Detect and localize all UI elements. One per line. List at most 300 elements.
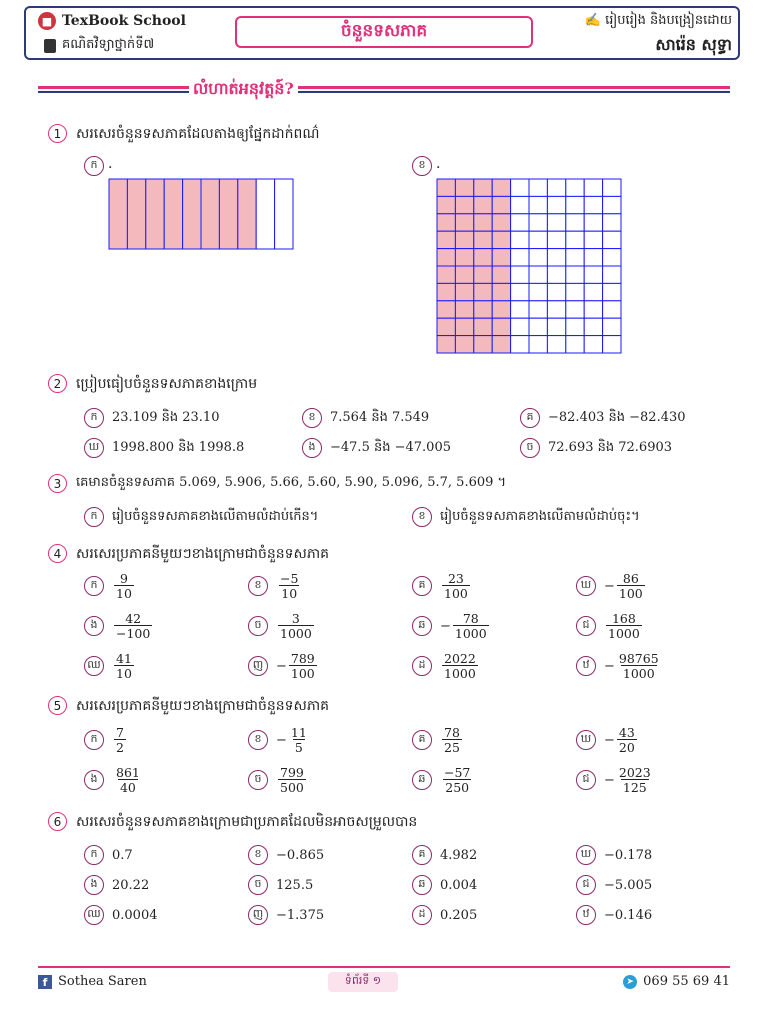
option-label: ខ [412, 507, 432, 527]
grid-cell [455, 318, 473, 335]
fraction [604, 726, 637, 754]
phone-number: 069 55 69 41 [643, 974, 730, 989]
answer-blank: . [108, 156, 113, 172]
book-icon: ■ [38, 12, 56, 30]
grid-cell [529, 214, 547, 231]
fraction [604, 766, 653, 794]
grid-cell [474, 214, 492, 231]
grid-cell [529, 283, 547, 300]
fraction-item [248, 726, 309, 754]
page-title: ចំនួនទសភាគ [235, 16, 533, 48]
option-label: គ [412, 576, 432, 596]
grid-cell [603, 266, 621, 283]
item-text: 4.982 [440, 847, 478, 863]
grid-cell [492, 336, 510, 353]
question-text: សរសេរចំនួនទសភាគខាងក្រោមជាប្រភាគដែលមិនអាចសម្រួលបាន [76, 814, 418, 830]
grid-cell [492, 249, 510, 266]
fraction-item [248, 652, 317, 680]
grid-cell [529, 196, 547, 213]
grid-cell [492, 318, 510, 335]
grid-cell [437, 336, 455, 353]
list-item [412, 875, 477, 895]
grid-cell [511, 214, 529, 231]
grid-cell [511, 266, 529, 283]
facebook-link[interactable] [38, 974, 147, 989]
fraction-body [114, 766, 142, 794]
fraction-sign: − [440, 618, 451, 634]
option-label: ង [302, 438, 322, 458]
grid-cell [455, 266, 473, 283]
grid-cell [547, 318, 565, 335]
grid-cell [603, 336, 621, 353]
fraction-sign: − [276, 658, 287, 674]
numerator: 42 [125, 611, 142, 626]
item-text: −1.375 [276, 907, 325, 923]
grid-cell [455, 196, 473, 213]
option-label: ដ [412, 656, 432, 676]
grid-cell [437, 283, 455, 300]
numerator: −5 [280, 571, 299, 586]
option-label: ក [84, 730, 104, 750]
grid-cell [511, 336, 529, 353]
option-label: ឋ [576, 656, 596, 676]
option-label: ក [84, 845, 104, 865]
item-text: រៀបចំនួនទសភាគខាងលើតាមលំដាប់ចុះ។ [440, 508, 640, 524]
denominator: 1000 [280, 626, 312, 642]
section-divider-navy [38, 91, 730, 93]
option-label: ឆ [412, 616, 432, 636]
fraction-item [412, 726, 462, 754]
fraction-item [84, 572, 134, 600]
grid-cell [511, 301, 529, 318]
list-item [520, 408, 686, 428]
grid-cell [455, 231, 473, 248]
option-label: ខ [412, 156, 432, 176]
list-item [302, 408, 429, 428]
fraction-item [84, 726, 126, 754]
denominator: 1000 [454, 626, 487, 642]
grid-cell [146, 179, 164, 249]
option-label: ឈ [84, 656, 104, 676]
fraction-body [617, 766, 653, 794]
question-number: 6 [48, 812, 67, 831]
option-label: ឈ [84, 905, 104, 925]
list-item [302, 438, 451, 458]
fraction-body [453, 612, 489, 640]
denominator: 250 [445, 780, 470, 796]
list-item [84, 507, 318, 527]
grid-cell [455, 179, 473, 196]
item-text: 23.109 និង 23.10 [112, 409, 220, 425]
grid-cell [547, 283, 565, 300]
denominator: 10 [116, 666, 132, 682]
question-text: ប្រៀបធៀបចំនួនទសភាគខាងក្រោម [76, 376, 258, 392]
numerator: 168 [611, 611, 636, 626]
list-item [248, 905, 324, 925]
grid-cell [566, 266, 584, 283]
grid-cell [474, 301, 492, 318]
numerator: 78 [462, 611, 479, 626]
option-label: ក [84, 576, 104, 596]
fraction-item [84, 652, 134, 680]
fraction [112, 612, 152, 640]
grid-cell [547, 266, 565, 283]
list-item [576, 875, 652, 895]
grid-cell [511, 196, 529, 213]
grid-cell [492, 231, 510, 248]
list-item [84, 905, 158, 925]
fraction [440, 652, 478, 680]
list-item [576, 905, 652, 925]
grid-cell [256, 179, 274, 249]
question-text: គេមានចំនួនទសភាគ 5.069, 5.906, 5.66, 5.60, 5.90, 5.096, 5.7, 5.609 ។ [76, 475, 507, 490]
fraction-body [114, 652, 134, 680]
grid-cell [584, 231, 602, 248]
grid-cell [511, 318, 529, 335]
question-text: សរសេរប្រភាគនីមួយៗខាងក្រោមជាចំនួនទសភាគ [76, 546, 330, 562]
grid-cell [547, 301, 565, 318]
list-item [412, 845, 477, 865]
numerator: 799 [280, 765, 304, 780]
grid-cell [547, 231, 565, 248]
grid-cell [511, 283, 529, 300]
subject-label: គណិតវិទ្យាថ្នាក់ទី៧ [62, 37, 155, 52]
grid-cell [219, 179, 237, 249]
numerator: 3 [291, 611, 300, 626]
school-brand [38, 12, 186, 30]
fraction-item [576, 766, 653, 794]
list-item [412, 507, 640, 527]
grid-cell [437, 214, 455, 231]
item-text: រៀបចំនួនទសភាគខាងលើតាមលំដាប់កើន។ [112, 508, 319, 524]
option-label: គ [412, 730, 432, 750]
option-label: ឆ [412, 770, 432, 790]
item-text: −47.5 និង −47.005 [330, 439, 451, 455]
list-item [248, 845, 324, 865]
denominator: 125 [622, 780, 647, 796]
denominator: 500 [280, 780, 304, 796]
option-label: ង [84, 875, 104, 895]
item-text: 72.693 និង 72.6903 [548, 439, 673, 455]
grid-cell [547, 249, 565, 266]
grid-cell [603, 283, 621, 300]
item-text: −82.403 និង −82.430 [548, 409, 686, 425]
fraction-body [606, 612, 642, 640]
grid-cell [437, 196, 455, 213]
author-name: សារ៉េន សុទ្ធា [655, 35, 732, 54]
numerator: 78 [444, 725, 460, 740]
grid-cell [455, 214, 473, 231]
option-label: ច [248, 616, 268, 636]
grid-cell [275, 179, 293, 249]
phone-contact[interactable] [623, 974, 730, 989]
fraction [440, 612, 489, 640]
question-number: 4 [48, 544, 67, 563]
fraction-item [84, 766, 142, 794]
fraction [276, 572, 300, 600]
denominator: 1000 [622, 666, 655, 682]
option-label: ឃ [576, 730, 596, 750]
grid-cell [584, 318, 602, 335]
fraction-body [442, 572, 470, 600]
grid-cell [238, 179, 256, 249]
item-text: −0.146 [604, 907, 653, 923]
denominator: 1000 [608, 626, 640, 642]
fraction-sign: − [276, 732, 287, 748]
grid-cell [164, 179, 182, 249]
fraction-item [84, 612, 152, 640]
fraction-body [114, 572, 134, 600]
fraction-body [442, 652, 478, 680]
grid-cell [566, 196, 584, 213]
grid-cell [492, 283, 510, 300]
fraction-sign: − [604, 732, 615, 748]
question-number: 3 [48, 474, 67, 493]
fraction-body [289, 652, 317, 680]
numerator: 7 [116, 725, 124, 740]
grid-cell [584, 214, 602, 231]
fraction-item [412, 572, 470, 600]
option-label: ឃ [84, 438, 104, 458]
fraction [112, 572, 134, 600]
option-label: ខ [248, 845, 268, 865]
grid-cell [566, 249, 584, 266]
denominator: 10 [281, 586, 298, 602]
grid-cell [584, 336, 602, 353]
grid-cell [603, 318, 621, 335]
option-label: ក [84, 408, 104, 428]
fraction-item [412, 612, 489, 640]
numerator: 789 [290, 651, 315, 666]
item-text: 1998.800 និង 1998.8 [112, 439, 245, 455]
fraction-item [248, 612, 314, 640]
fraction [276, 726, 309, 754]
grid-cell [474, 196, 492, 213]
strip-grid [108, 178, 294, 250]
grid-cell [547, 214, 565, 231]
grid-cell [455, 301, 473, 318]
question-text: សរសេរប្រភាគនីមួយៗខាងក្រោមជាចំនួនទសភាគ [76, 698, 330, 714]
fraction-item [412, 766, 472, 794]
grid-cell [529, 336, 547, 353]
fraction [112, 726, 126, 754]
fraction-body [278, 572, 300, 600]
grid-cell [511, 231, 529, 248]
grid-cell [566, 318, 584, 335]
grid-cell [584, 283, 602, 300]
grid-cell [529, 179, 547, 196]
fraction-body [442, 766, 472, 794]
grid-cell [511, 249, 529, 266]
grid-cell [566, 179, 584, 196]
denominator: 5 [294, 740, 303, 756]
grid-cell [127, 179, 145, 249]
grid-cell [437, 301, 455, 318]
option-label: ឆ [412, 875, 432, 895]
numerator: 98765 [618, 651, 659, 666]
grid-cell [529, 249, 547, 266]
grid-cell [547, 196, 565, 213]
fraction-item [576, 612, 642, 640]
fraction [276, 766, 306, 794]
grid-cell [474, 266, 492, 283]
option-label: ង [84, 770, 104, 790]
fraction [604, 612, 642, 640]
grid-cell [584, 179, 602, 196]
grid-cell [492, 196, 510, 213]
denominator: 10 [116, 586, 132, 602]
denominator: 40 [119, 780, 136, 796]
fraction [276, 612, 314, 640]
grid-cell [566, 214, 584, 231]
numerator: 41 [116, 651, 132, 666]
fraction-sign: − [604, 772, 615, 788]
grid-cell [603, 231, 621, 248]
fraction [440, 726, 462, 754]
fraction-body [617, 572, 645, 600]
grid-cell [547, 336, 565, 353]
list-item [248, 875, 313, 895]
grid-cell [529, 318, 547, 335]
footer-divider [38, 966, 730, 968]
list-item [84, 875, 149, 895]
fraction-body [114, 726, 126, 754]
option-label: ញ [248, 905, 268, 925]
grid-cell [455, 336, 473, 353]
grid-cell [566, 336, 584, 353]
option-label: ក [84, 156, 104, 176]
item-text: −5.005 [604, 877, 653, 893]
grid-cell [547, 179, 565, 196]
grid-cell [511, 179, 529, 196]
grid-cell [474, 179, 492, 196]
square-grid [436, 178, 622, 354]
list-item [576, 845, 652, 865]
answer-blank: . [436, 156, 441, 172]
notebook-icon [44, 39, 56, 53]
grid-cell [455, 249, 473, 266]
grid-cell [529, 231, 547, 248]
author-label: ✍ រៀបរៀង និងបង្រៀនដោយ [584, 13, 732, 28]
numerator: 23 [447, 571, 464, 586]
item-text: 7.564 និង 7.549 [330, 409, 430, 425]
subject-row [44, 36, 154, 55]
numerator: 43 [618, 725, 635, 740]
grid-cell [474, 231, 492, 248]
fraction-sign: − [604, 578, 615, 594]
denominator: 1000 [444, 666, 476, 682]
question-number: 1 [48, 124, 67, 143]
grid-cell [109, 179, 127, 249]
telegram-icon: ➤ [623, 975, 637, 989]
question-number: 5 [48, 696, 67, 715]
option-label: ឃ [576, 576, 596, 596]
fraction [440, 572, 470, 600]
grid-cell [584, 301, 602, 318]
grid-cell [603, 249, 621, 266]
grid-cell [474, 283, 492, 300]
fraction-item [248, 572, 300, 600]
grid-cell [455, 283, 473, 300]
list-item [84, 408, 219, 428]
item-text: 0.004 [440, 877, 478, 893]
page-number: ទំព័រទី ១ [328, 972, 398, 992]
option-label: ឃ [576, 845, 596, 865]
grid-cell [566, 231, 584, 248]
option-label: ដ [412, 905, 432, 925]
grid-cell [437, 318, 455, 335]
item-text: 0.205 [440, 907, 478, 923]
grid-cell [584, 266, 602, 283]
fraction-body [617, 726, 637, 754]
numerator: 9 [119, 571, 128, 586]
fraction-item [576, 726, 637, 754]
grid-cell [437, 249, 455, 266]
grid-cell [529, 301, 547, 318]
list-item [84, 438, 244, 458]
option-label: ខ [302, 408, 322, 428]
item-text: 125.5 [276, 877, 314, 893]
numerator: −57 [444, 765, 471, 780]
list-item [412, 905, 477, 925]
option-label: ង [84, 616, 104, 636]
denominator: 20 [618, 740, 635, 756]
option-label: ឋ [576, 905, 596, 925]
question-number: 2 [48, 374, 67, 393]
denominator: 100 [618, 586, 643, 602]
grid-cell [201, 179, 219, 249]
grid-cell [529, 266, 547, 283]
grid-cell [492, 179, 510, 196]
grid-cell [584, 249, 602, 266]
grid-cell [492, 301, 510, 318]
fraction-item [576, 572, 645, 600]
grid-cell [603, 196, 621, 213]
option-label: ច [520, 438, 540, 458]
facebook-icon: f [38, 975, 52, 989]
numerator: 861 [116, 765, 140, 780]
denominator: 25 [444, 740, 460, 756]
section-divider-pink [38, 86, 730, 89]
numerator: 11 [290, 725, 307, 740]
option-label: ច [248, 770, 268, 790]
grid-cell [183, 179, 201, 249]
option-label: គ [520, 408, 540, 428]
fraction-body [278, 766, 306, 794]
fraction [604, 572, 645, 600]
fraction-body [289, 726, 309, 754]
grid-cell [603, 301, 621, 318]
option-label: ច [248, 875, 268, 895]
fraction-body [442, 726, 462, 754]
question-text: សរសេរចំនួនទសភាគដែលតាងឲ្យផ្នែកដាក់ពណ៌ [76, 126, 320, 142]
grid-cell [474, 249, 492, 266]
fraction-body [617, 652, 661, 680]
school-name: TexBook School [62, 13, 186, 29]
section-title: លំហាត់អនុវត្តន៍? [189, 78, 298, 102]
grid-cell [566, 301, 584, 318]
numerator: 86 [622, 571, 639, 586]
grid-cell [437, 266, 455, 283]
fraction [276, 652, 317, 680]
item-text: −0.865 [276, 847, 325, 863]
numerator: 2023 [618, 765, 651, 780]
denominator: 100 [290, 666, 315, 682]
item-text: 0.7 [112, 847, 133, 863]
fraction [604, 652, 661, 680]
fraction-body [278, 612, 314, 640]
grid-cell [437, 179, 455, 196]
